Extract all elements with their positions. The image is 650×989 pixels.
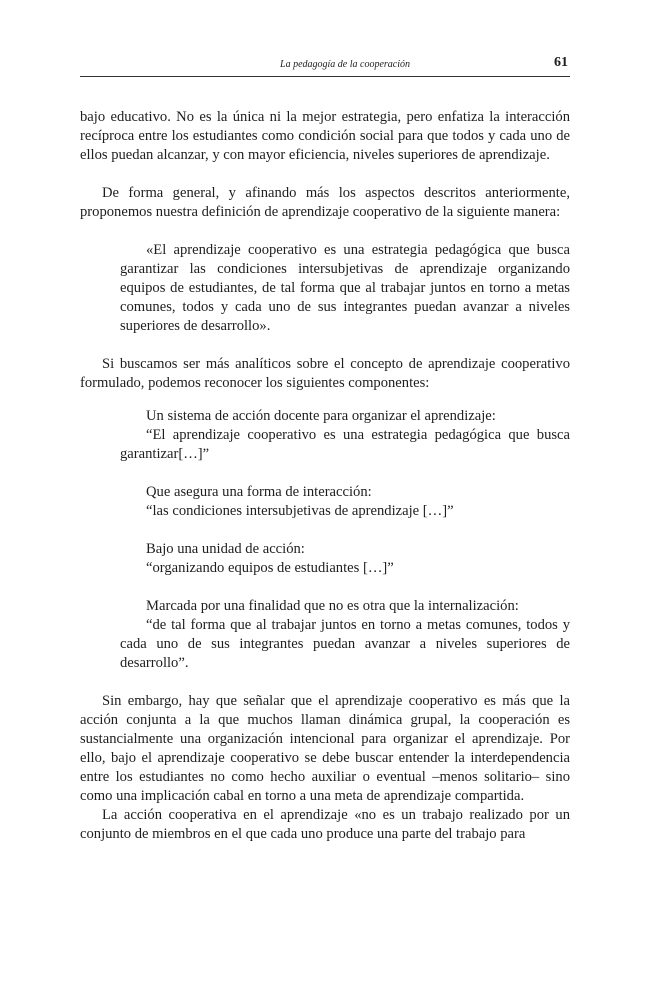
component-quote: “El aprendizaje cooperativo es una estrategia pedagógica que busca garantizar[…]” [120, 427, 570, 462]
paragraph-5: La acción cooperativa en el aprendizaje «no es un trabajo realizado por un conjunto de miembros en el que cada uno produce una parte del trabajo para [80, 807, 570, 842]
paragraph-2: De forma general, y afinando más los aspectos descritos anteriormente, proponemos nuestra definición de aprendizaje cooperativo de la siguiente manera: [80, 185, 570, 220]
component-1 [80, 407, 570, 464]
page-number: 61 [554, 55, 568, 70]
component-quote: “de tal forma que al trabajar juntos en torno a metas comunes, todos y cada uno de sus integrantes puedan avanzar a niveles superiores de desarrollo”. [120, 617, 570, 671]
component-quote: “las condiciones intersubjetivas de aprendizaje […]” [146, 503, 454, 519]
paragraph-1: bajo educativo. No es la única ni la mejor estrategia, pero enfatiza la interacción recíproca entre los estudiantes como condición social para que todos y cada uno de ellos puedan alcanzar, y con mayor eficiencia, niveles superiores de aprendizaje. [80, 109, 570, 163]
body-text [80, 108, 570, 844]
component-quote: “organizando equipos de estudiantes […]” [146, 560, 394, 576]
paragraph-4: Sin embargo, hay que señalar que el aprendizaje cooperativo es más que la acción conjunta a la que muchos llaman dinámica grupal, la cooperación es sustancialmente una organización intencional para organizar el aprendizaje. Por ello, bajo el aprendizaje cooperativo se debe buscar entender la interdependencia entre los estudiantes no como hecho auxiliar o eventual –menos solitario– sino como una implicación cabal en torno a una meta de aprendizaje compartida. [80, 693, 570, 804]
component-label: Marcada por una finalidad que no es otra que la internalización: [146, 598, 519, 614]
definition-quote-text: «El aprendizaje cooperativo es una estrategia pedagógica que busca garantizar las condiciones intersubjetivas de aprendizaje organizando equipos de estudiantes, de tal forma que al trabajar juntos en torno a metas comunes, todos y cada uno de sus integrantes puedan avanzar a niveles superiores de desarrollo». [120, 242, 570, 334]
component-3 [80, 540, 570, 578]
running-title: La pedagogía de la cooperación [280, 59, 410, 70]
component-label: Un sistema de acción docente para organizar el aprendizaje: [146, 408, 496, 424]
definition-quote [80, 241, 570, 336]
running-header [80, 56, 570, 77]
component-label: Que asegura una forma de interacción: [146, 484, 372, 500]
component-label: Bajo una unidad de acción: [146, 541, 305, 557]
component-2 [80, 483, 570, 521]
component-4 [80, 597, 570, 673]
paragraph-3: Si buscamos ser más analíticos sobre el concepto de aprendizaje cooperativo formulado, podemos reconocer los siguientes componentes: [80, 356, 570, 391]
